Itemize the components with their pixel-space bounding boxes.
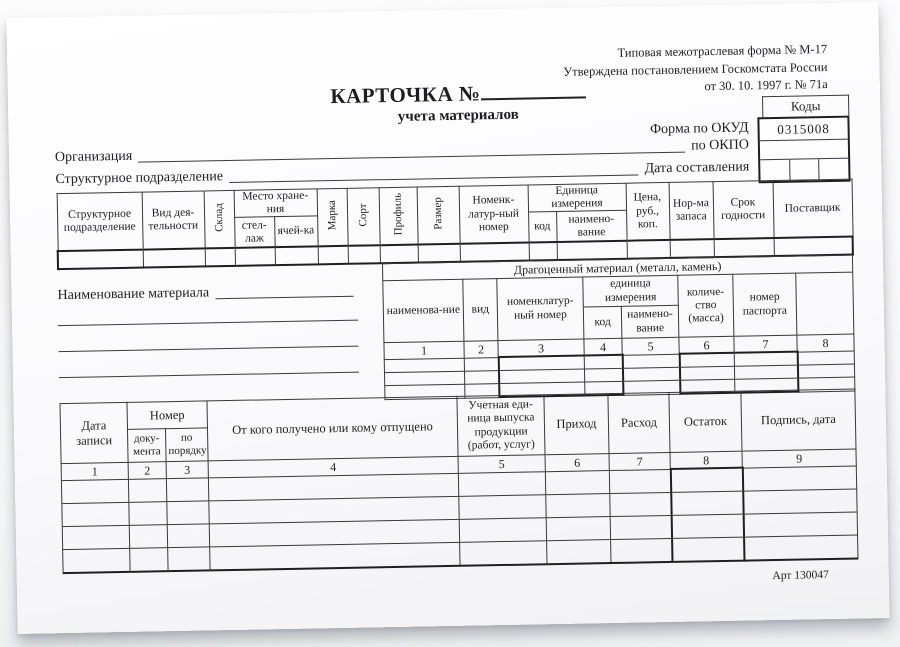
empty-cell: [797, 351, 854, 366]
form-note-line: Типовая межотраслевая форма № М-17: [617, 42, 828, 60]
column-number: 5: [458, 455, 545, 473]
column-number: 1: [384, 341, 464, 359]
material-name-label: Наименование материала: [57, 285, 210, 304]
col-header-department: Структурное подразделение: [57, 192, 143, 251]
empty-cell: [129, 502, 167, 526]
empty-cell: [797, 364, 854, 378]
empty-cell: [743, 489, 857, 514]
col-header-nomenclature: Номенк-латур-ный номер: [459, 185, 529, 244]
empty-cell: [584, 368, 622, 382]
empty-cell: [235, 248, 275, 267]
page-subtitle: учета материалов: [397, 106, 519, 125]
empty-cell: [168, 547, 210, 571]
empty-cell: [622, 354, 679, 369]
empty-cell: [714, 238, 774, 257]
empty-cell: [460, 541, 547, 566]
column-number: 8: [670, 451, 742, 469]
empty-cell: [547, 540, 611, 565]
empty-cell: [63, 548, 130, 573]
empty-cell: [671, 491, 743, 515]
empty-cell: [743, 512, 857, 537]
col-header-precious-quantity: количе-ство (масса): [678, 274, 734, 337]
material-name-blank-line: [215, 282, 354, 300]
empty-cell: [545, 470, 609, 495]
empty-cell: [742, 466, 856, 492]
form-page: [6, 2, 889, 634]
date-cell: [760, 160, 790, 182]
col-header-profile: Профиль: [379, 187, 418, 246]
empty-cell: [610, 492, 671, 516]
col-header-doc-number: доку-мента: [127, 429, 166, 463]
codes-box: [757, 95, 851, 184]
col-header-expense: Расход: [608, 392, 670, 453]
empty-cell: [464, 371, 498, 385]
codes-header-cell: Коды: [762, 95, 849, 118]
group-header-precious-unit: единица измерения: [583, 275, 679, 307]
precious-material-table: [382, 255, 855, 401]
empty-cell: [318, 246, 348, 265]
okud-value-cell: 0315008: [759, 118, 847, 142]
empty-cell: [610, 515, 671, 539]
column-number: 6: [545, 454, 609, 472]
col-header-size: Размер: [417, 186, 460, 245]
column-number: 9: [742, 449, 856, 468]
page-title-text: КАРТОЧКА №: [330, 81, 481, 109]
okud-label: Форма по ОКУД: [649, 120, 749, 138]
empty-cell: [143, 249, 205, 268]
col-header-output-unit: Учетная еди-ница выпуска продукции (работ, услуг): [457, 395, 545, 457]
column-number: 4: [584, 338, 622, 355]
department-label: Структурное подразделение: [55, 169, 224, 188]
date-cell: [819, 159, 848, 181]
group-header-unit: Единица измерения: [528, 183, 626, 212]
col-header-precious-unit-name: наимено-вание: [621, 305, 679, 338]
empty-cell: [546, 494, 610, 518]
organization-label: Организация: [54, 148, 133, 166]
empty-cell: [167, 501, 209, 525]
group-header-storage: Место хране-ния: [234, 189, 318, 218]
empty-cell: [627, 240, 670, 259]
col-header-balance: Остаток: [669, 391, 742, 452]
title-blank-line: [480, 82, 585, 100]
col-header-precious-kind: вид: [463, 279, 498, 342]
col-header-stock-norm: Нор-ма запаса: [669, 182, 714, 241]
empty-cell: [609, 469, 670, 494]
col-header-order-number: по порядку: [165, 428, 208, 462]
empty-cell: [459, 495, 546, 520]
column-number: 2: [464, 341, 498, 358]
col-header-precious-passport: номер паспорта: [733, 273, 797, 336]
empty-cell: [622, 367, 679, 381]
date-label: Дата составления: [644, 159, 750, 177]
column-number: 1: [61, 462, 128, 480]
col-header-grade: Сорт: [347, 188, 380, 247]
material-name-row: [57, 282, 359, 305]
form-note-line: от 30. 10. 1997 г. № 71а: [704, 77, 828, 94]
form-note-line: Утверждена постановлением Госкомстата России: [563, 59, 828, 79]
col-header-income: Приход: [544, 394, 609, 455]
empty-cell: [584, 355, 622, 369]
col-header-brand: Марка: [317, 188, 348, 246]
date-cell: [790, 159, 820, 181]
department-blank-line: [229, 160, 639, 183]
col-header-warehouse: Склад: [204, 190, 235, 248]
col-header-precious-unit-code: код: [583, 306, 622, 339]
col-header-price: Цена, руб., коп.: [626, 182, 670, 241]
empty-cell: [166, 477, 208, 501]
empty-cell: [460, 243, 529, 262]
empty-cell: [210, 542, 460, 570]
empty-cell: [734, 365, 797, 379]
empty-cell: [130, 548, 168, 572]
okpo-value-cell: [760, 140, 848, 161]
empty-cell: [167, 524, 209, 548]
group-header-number: Номер: [127, 401, 207, 429]
empty-cell: [672, 537, 744, 562]
empty-cell: [348, 246, 380, 265]
empty-cell: [671, 514, 743, 538]
empty-cell: [670, 468, 742, 493]
empty-cell: [129, 525, 167, 549]
empty-cell: [62, 525, 129, 549]
organization-blank-line: [138, 138, 685, 163]
empty-cell: [61, 479, 128, 504]
empty-cell: [679, 366, 734, 380]
empty-cell: [418, 244, 460, 263]
column-number: 7: [609, 452, 670, 470]
col-header-signature: Подпись, дата: [741, 389, 856, 451]
empty-cell: [128, 478, 166, 502]
column-number: 7: [734, 335, 797, 353]
column-number: 6: [679, 336, 734, 354]
codes-body: [757, 116, 850, 184]
col-header-record-date: Дата записи: [60, 402, 128, 463]
empty-cell: [734, 352, 797, 367]
col-header-cell: ячей-ка: [274, 216, 318, 247]
col-header-shelf-life: Срок годности: [713, 181, 774, 240]
empty-cell: [529, 242, 557, 261]
empty-cell: [679, 353, 734, 368]
empty-cell: [670, 240, 714, 259]
col-header-precious-nomenclature: номенклатур-ный номер: [497, 277, 584, 341]
empty-cell: [459, 518, 546, 543]
art-number: Арт 130047: [772, 569, 829, 583]
material-blank-line: [59, 360, 359, 378]
empty-cell: [58, 250, 143, 270]
precious-table-title: Драгоценный материал (металл, камень): [382, 255, 852, 281]
empty-cell: [546, 517, 610, 541]
empty-cell: [774, 237, 853, 256]
date-value-cells: [760, 159, 848, 182]
col-header-precious-extra: [796, 272, 854, 335]
empty-cell: [464, 357, 498, 371]
column-number: 8: [797, 334, 854, 352]
empty-cell: [611, 538, 672, 563]
material-blank-line: [58, 308, 358, 326]
col-header-rack: стел-лаж: [234, 217, 275, 248]
empty-cell: [62, 502, 129, 526]
title-block: [288, 79, 629, 128]
empty-cell: [458, 471, 545, 496]
column-number: 2: [128, 462, 166, 479]
material-blank-line: [58, 334, 358, 352]
column-number: 5: [622, 337, 679, 355]
empty-cell: [275, 247, 318, 266]
col-header-source: От кого получено или кому отпущено: [207, 396, 458, 461]
col-header-precious-name: наименова-ние: [383, 279, 464, 342]
column-number: 3: [498, 339, 584, 357]
empty-cell: [205, 248, 235, 267]
col-header-supplier: Поставщик: [773, 179, 853, 238]
ledger-table: [59, 389, 858, 575]
empty-cell: [557, 241, 627, 260]
col-header-unit-code: код: [528, 212, 557, 243]
col-header-activity: Вид дея-тельности: [142, 191, 205, 250]
col-header-unit-name: наимено-вание: [556, 211, 627, 243]
okpo-label: по ОКПО: [691, 137, 750, 154]
empty-cell: [744, 535, 858, 561]
column-number: 4: [208, 456, 458, 477]
empty-cell: [380, 245, 418, 264]
column-number: 3: [166, 461, 208, 478]
